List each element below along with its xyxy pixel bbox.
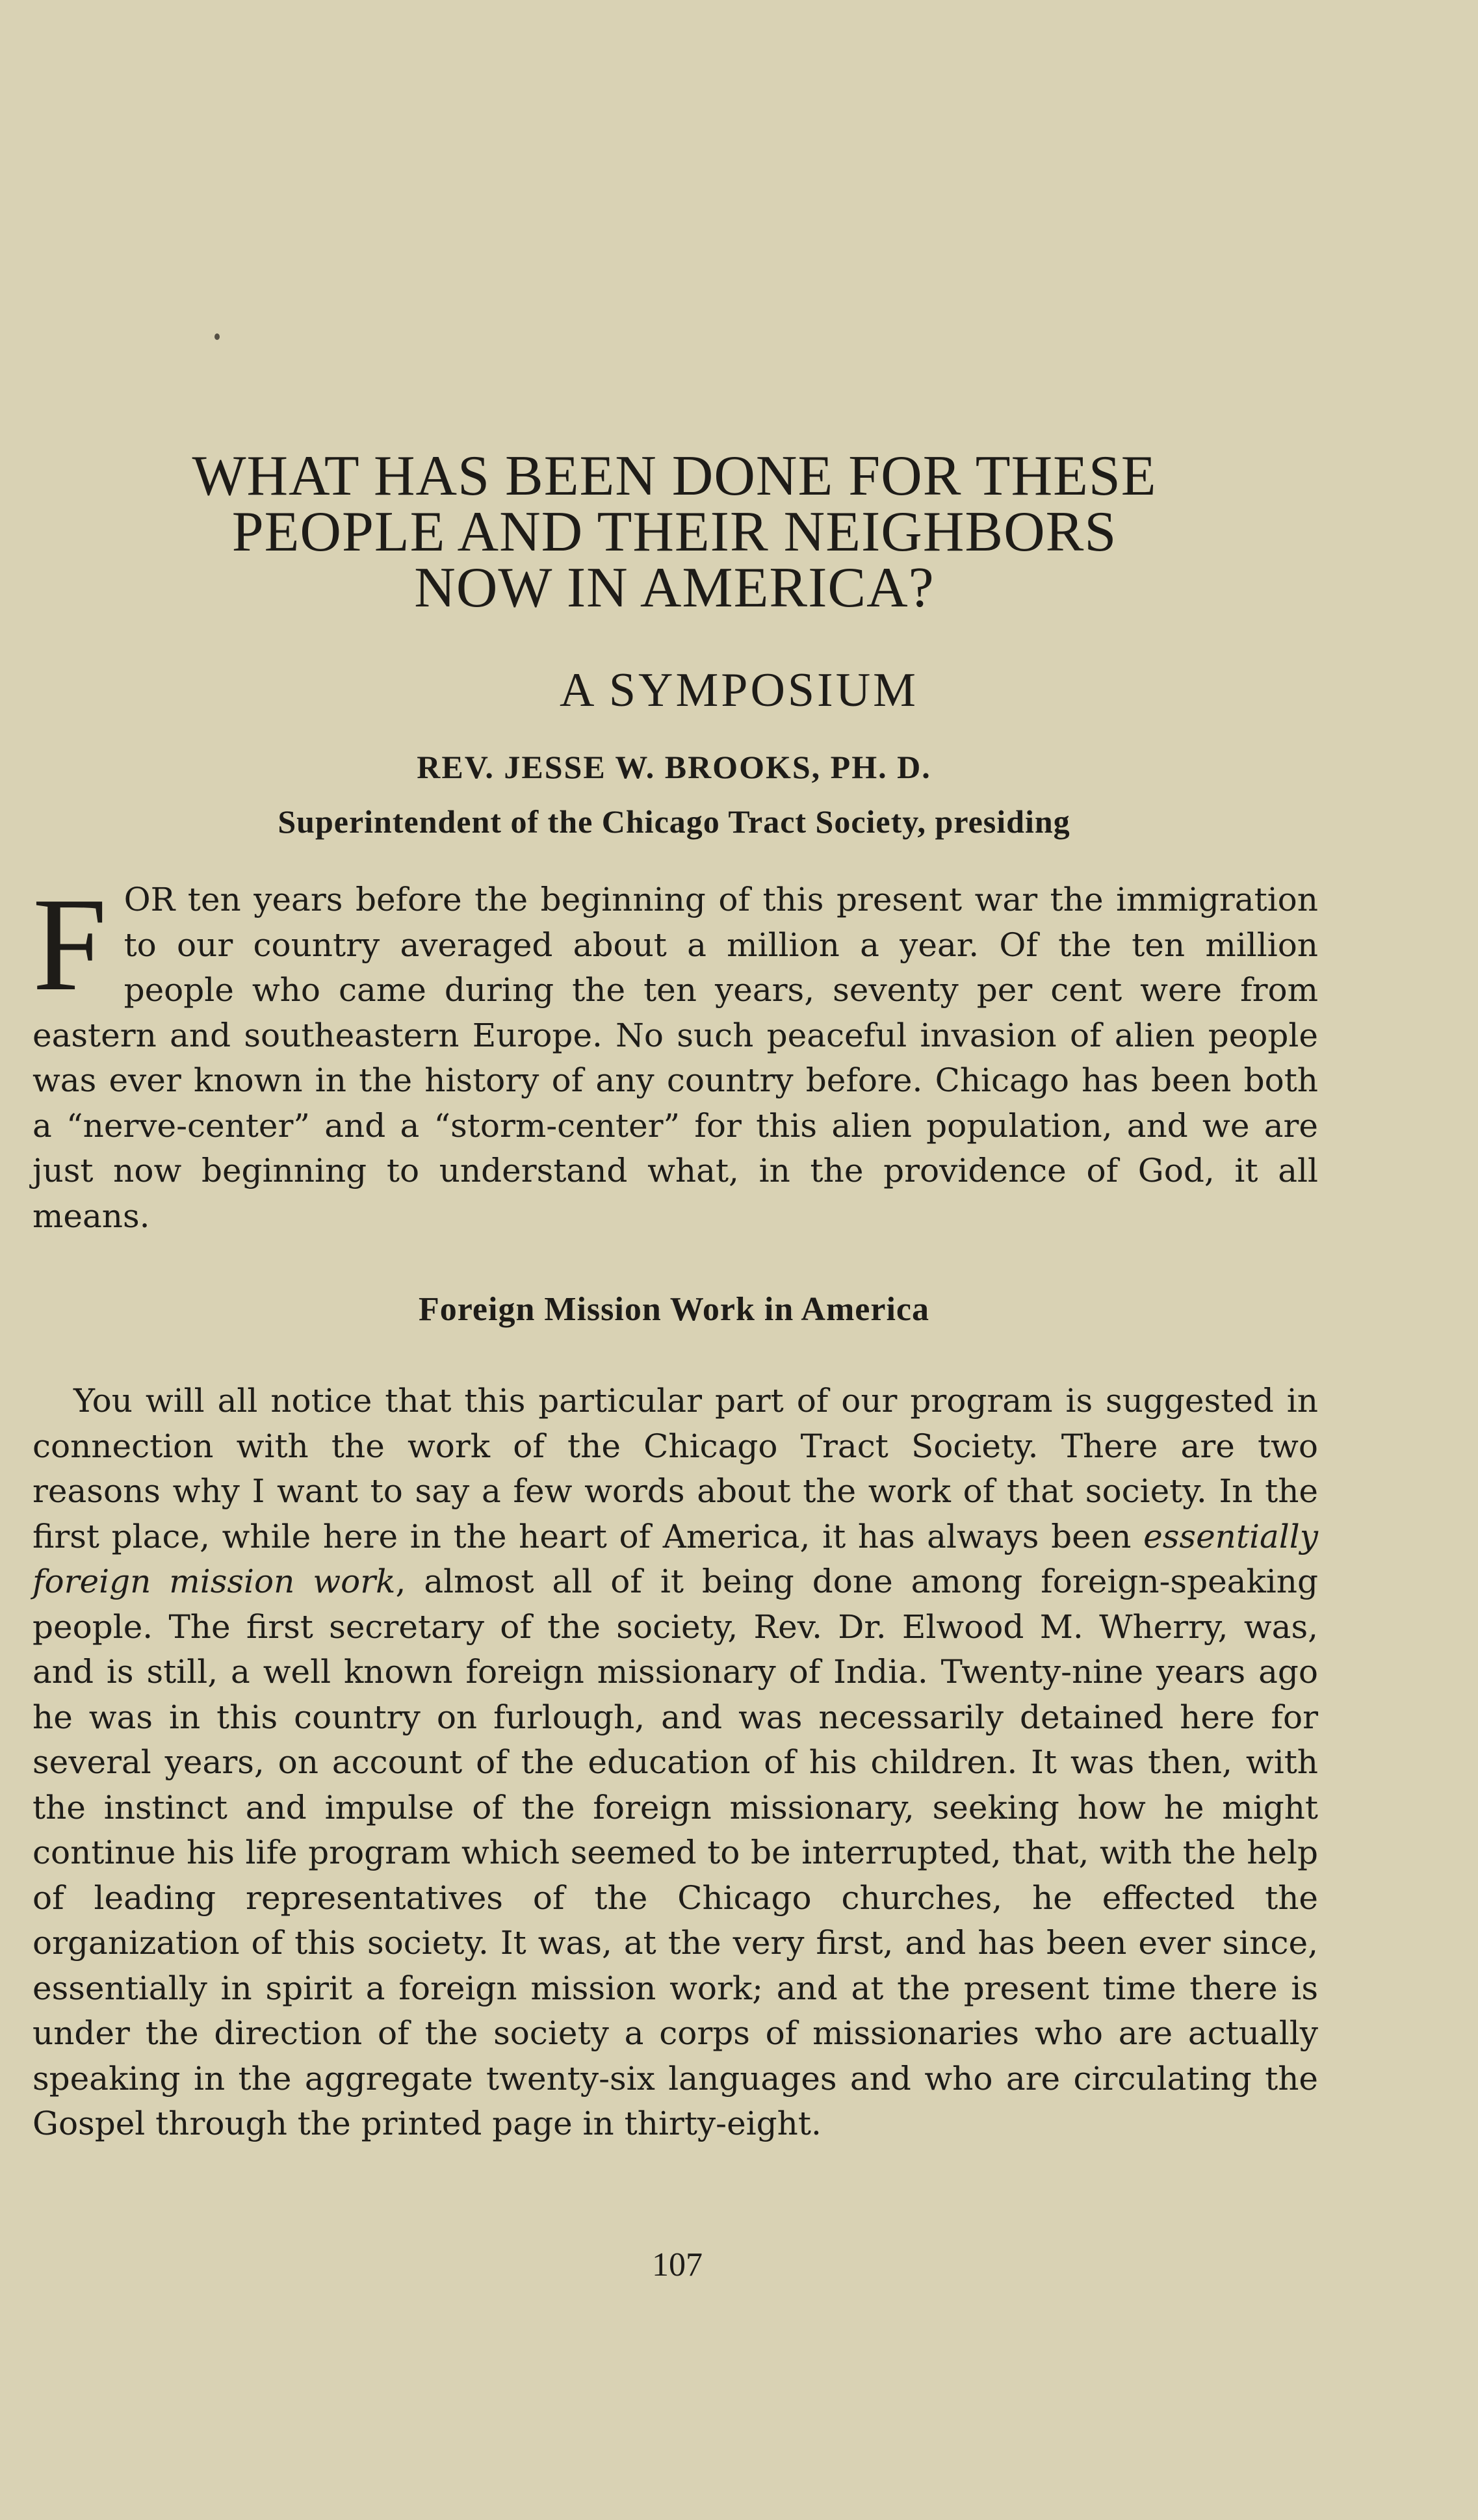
opening-paragraph-text: OR ten years before the beginning of this present war the immigration to our country averaged about a million a year. Of the ten million people who came during the ten years, seventy per cent were from eastern and southeastern Europe. No such peaceful invasion of alien people was ever known in the history of any country before. Chicago has been both a “nerve-center” and a “storm-center” for this alien population, and we are just now beginning to understand what, in the providence of God, it all means. xyxy=(32,881,1318,1235)
body-paragraph-text-start: You will all notice that this particular part of our program is suggested in connection with the work of the Chicago Tract Society. There are two reasons why I want to say a few words about the work of that society. In the first place, while here in the heart of America, it has always been xyxy=(32,1382,1318,1555)
emphasized-phrase: essentially foreign mission work xyxy=(32,1517,1318,1600)
body-paragraph xyxy=(32,1379,1318,2147)
opening-paragraph xyxy=(32,870,1318,1239)
presider-role: Superintendent of the Chicago Tract Society, presiding xyxy=(278,803,1070,840)
page-speck xyxy=(214,333,220,340)
drop-cap: F xyxy=(32,870,107,1019)
title-line-2: PEOPLE AND THEIR NEIGHBORS xyxy=(231,500,1117,564)
page-number: 107 xyxy=(652,2246,703,2283)
title-line-3: NOW IN AMERICA? xyxy=(414,556,935,619)
article-title xyxy=(97,445,1251,619)
article-subtitle: A SYMPOSIUM xyxy=(560,664,918,717)
body-paragraph-text-end: , almost all of it being done among foreign-speaking people. The first secretary of the society, Rev. Dr. Elwood M. Wherry, was, and is still, a well known foreign missionary of India. Twenty-nine years ago he was in this country on furlough, and was necessarily detained here for several years, on account of the education of his children. It was then, with the instinct and impulse of the foreign missionary, seeking how he might continue his life program which seemed to be interrupted, that, with the help of leading representatives of the Chicago churches, he effected the organization of this society. It was, at the very first, and has been ever since, essentially in spirit a foreign mission work; and at the present time there is under the direction of the society a corps of missionaries who are actually speaking in the aggregate twenty-six languages and who are circulating the Gospel through the printed page in thirty-eight. xyxy=(32,1563,1318,2142)
title-line-1: WHAT HAS BEEN DONE FOR THESE xyxy=(192,445,1157,508)
presider-name: REV. JESSE W. BROOKS, PH. D. xyxy=(417,749,931,785)
section-heading: Foreign Mission Work in America xyxy=(419,1291,929,1328)
